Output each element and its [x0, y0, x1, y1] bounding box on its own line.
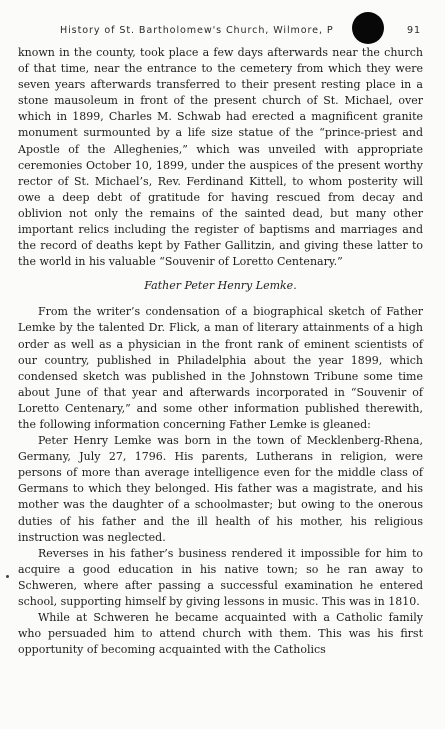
- paragraph-2: Peter Henry Lemke was born in the town of Mecklenberg-Rhena, Germany, July 27, 1796. His parents, Lutherans in religion, were persons of more than average intelligence even for the middle class of Germans to which they belonged. His father was a magistrate, and his mother was the daughter of a schoolmaster; but owing to the onerous duties of his father and the ill health of his mother, his religious instruction was neglected.: [18, 434, 423, 544]
- paragraph-continued: known in the county, took place a few days afterwards near the church of that time, near the entrance to the cemetery from which they were seven years afterwards transferred to their present resting place in a stone mausoleum in front of the present church of St. Michael, over which in 1899, Charles M. Schwab had erected a magnificent granite monument surmounted by a life size statue of the “prince-priest and Apostle of the Alleghenies,” which was unveiled with appropriate ceremonies October 10, 1899, under the auspices of the present worthy rector of St. Michael’s, Rev. Ferdinand Kittell, to whom posterity will owe a deep debt of gratitude for having rescued from decay and oblivion not only the remains of the sainted dead, but many other important relics including the register of baptisms and marriages and the record of deaths kept by Father Gallitzin, and giving these latter to the world in his valuable “Souvenir of Loretto Centenary.”: [18, 46, 423, 269]
- paragraph-4: While at Schweren he became acquainted with a Catholic family who persuaded him to attend church with them. This was his first opportunity of becoming acquainted with the Catholics: [18, 611, 423, 657]
- paragraph-1: From the writer’s condensation of a biographical sketch of Father Lemke by the talented Dr. Flick, a man of literary attainments of a high order as well as a physician in the front rank of eminent scientists of our country, published in Philadelphia about the year 1899, which condensed sketch was published in the Johnstown Tribune some time about June of that year and afterwards incorporated in “Souvenir of Loretto Centenary,” and some other information published therewith, the following information concerning Father Lemke is gleaned:: [18, 305, 423, 431]
- paragraph-3: Reverses in his father’s business rendered it impossible for him to acquire a good education in his native town; so he ran away to Schweren, where after passing a successful examination he entered school, supporting himself by giving lessons in music. This was in 1810.: [18, 546, 423, 608]
- body-text: [18, 45, 423, 658]
- margin-mark: [6, 575, 9, 578]
- page-number: 91: [406, 25, 421, 36]
- punch-hole: [352, 12, 384, 44]
- running-title: History of St. Bartholomew's Church, Wilmore, P: [60, 25, 334, 36]
- section-heading: Father Peter Henry Lemke.: [144, 279, 297, 293]
